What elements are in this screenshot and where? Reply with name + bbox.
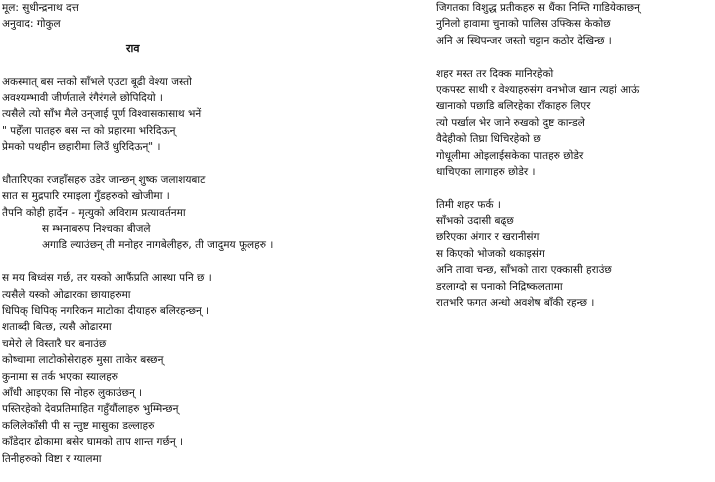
stanza-gap xyxy=(436,180,711,196)
poem-line: स किएको भोजको थकाइसंग xyxy=(436,247,545,260)
poem-line: काँडेदार ढोकामा बसेर घामको ताप शान्त गर्छन् । xyxy=(2,436,183,449)
poem-line: जिगतका विशुद्ध प्रतीकहरु स धैंका निम्ति गाडियेकाछन् xyxy=(436,2,640,14)
poem-title: राव xyxy=(126,41,140,55)
stanza-gap xyxy=(436,49,711,65)
poem-line: स मय बिध्वंस गर्छ, तर यस्को आफैंप्रति आस्था पनि छ । xyxy=(2,272,212,285)
poem-line: वैदेहीको तिघ्रा धिचिरहेको छ xyxy=(436,133,541,146)
poem-line: कुनामा स तर्क भएका स्यालहरु xyxy=(2,370,118,383)
poem-line: धौतारिएका रजहाँसहरु उडेर जान्छन् शुष्क जलाशयबाट xyxy=(2,173,206,186)
stanza-gap xyxy=(2,254,402,270)
poem-line: शहर मस्त तर दिक्क मानिरहेको xyxy=(436,67,554,80)
poem-line: अवश्यम्भावी जीर्णताले रंगैरंगले छोपिदियो । xyxy=(2,91,163,104)
stanza-1 xyxy=(2,74,402,156)
poem-line: तिमी शहर फर्क । xyxy=(436,198,501,211)
poem-line: धाचिएका लागाहरु छोडेर । xyxy=(436,165,536,178)
stanza-3 xyxy=(2,270,402,467)
stanza-gap xyxy=(2,156,402,172)
poem-line: त्यो पर्खाल भेर जाने रुखको दुष्ट कान्डले xyxy=(436,116,585,129)
poem-line: धिपिक् धिपिक् नगरिकन माटोका दीयाहरु बलिरहन्छन् । xyxy=(2,305,210,318)
poem-line: " पहेँला पातहरु बस न्त को प्रहारमा भरिदिऊन् xyxy=(2,124,176,137)
poem-line: रातभरि फगत अन्धो अवशेष बाँकी रहन्छ । xyxy=(436,297,595,310)
poem-line: पस्तिरहेको देवप्रतिमाहित गहुँयौंलाहरु भुम्मिन्छन् xyxy=(2,403,179,416)
poem-line: तैपनि कोही हार्देन - मृत्युको अविराम प्रत्यावर्तनमा xyxy=(2,206,186,219)
poem-line: अकस्मात् बस न्तको साँभले एउटा बूढी वेश्या जस्तो xyxy=(2,75,192,88)
poem-line: कलिलेकाँसी पी स न्तुष्ट मासुका डल्लाहरु xyxy=(2,419,155,432)
poem-line: सात स मुद्रपारि रमाइला गुँडहरुको खोजीमा । xyxy=(2,190,170,203)
source-credit: मूल: सुधीन्द्रनाथ दत्त xyxy=(2,2,79,14)
poem-line: कोष्चामा लाटोकोसेराहरु मुसा ताकेर बस्छन् xyxy=(2,354,164,367)
poem-line-indented: स म्भनाबरुप निश्चका बीजले xyxy=(42,223,151,236)
poem-line: आँधी आइएका सि नोहरु लुकाउंछन् । xyxy=(2,386,143,399)
spacer xyxy=(2,33,402,41)
spacer xyxy=(2,57,402,73)
poem-line-indented: अगाडि ल्याउंछन् ती मनोहर नागबेलीहरु, ती जादुमय फूलहरु । xyxy=(42,239,274,252)
left-column xyxy=(2,0,402,467)
translator-credit: अनुवाद: गोकुल xyxy=(2,18,61,31)
poem-line: नुनिलो हावामा चुनाको पालिस उफ्किस केकोछ xyxy=(436,18,611,31)
poem-line: प्रेमको पथहीन छहारीमा लिउँ धुरिदिऊन्" । xyxy=(2,141,161,154)
poem-line: त्यसैले यस्को ओढारका छायाहरुमा xyxy=(2,288,131,301)
stanza-5 xyxy=(436,66,711,181)
right-column xyxy=(436,0,711,311)
poem-line: शताब्दी बित्छ, त्यसै ओढारमा xyxy=(2,321,112,334)
poem-line: तिनीहरुको विष्टा र ग्यालमा xyxy=(2,452,102,465)
poem-line: अनि अ स्थिपन्जर जस्तो चट्टान कठोर देखिन्छ । xyxy=(436,34,612,47)
stanza-2 xyxy=(2,172,402,254)
poem-line: अनि तावा चन्छ, साँभको तारा एक्कासी हराउंछ xyxy=(436,264,612,277)
poem-line: त्यसैले त्यो साँभ मैले उन्‌जाई पूर्ण विश्वासकासाथ भनें xyxy=(2,108,202,121)
poem-line: एकपस्ट साथी र वेश्याहरुसंग वनभोज खान त्यहां आऊं xyxy=(436,83,640,96)
poem-line: छरिएका अंगार र खरानीसंग xyxy=(436,231,540,244)
stanza-4 xyxy=(436,0,711,49)
poem-line: साँभको उदासी बढ्छ xyxy=(436,215,514,228)
poem-line: गोधूलीमा ओइलाईसकेका पातहरु छोडेर xyxy=(436,149,584,162)
poem-line: चमेरो ले विस्तारै घर बनाउंछ xyxy=(2,337,107,350)
poem-line: डरलाग्दो स पनाको निद्रिष्कलतामा xyxy=(436,280,563,293)
poem-line: खानाको पछाडि बलिरहेका राँकाहरु लिएर xyxy=(436,100,591,113)
stanza-6 xyxy=(436,197,711,312)
